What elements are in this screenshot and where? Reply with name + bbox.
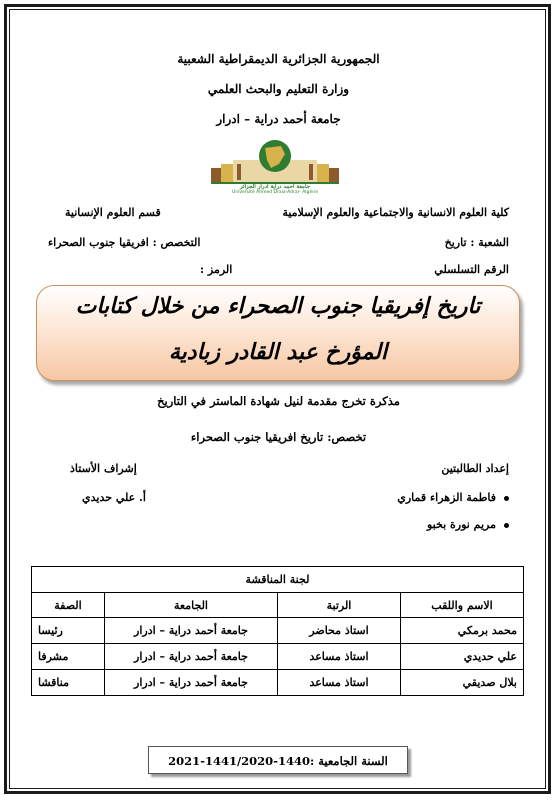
jury-member-rank: استاذ مساعد	[278, 670, 401, 696]
serial-label: الرقم التسلسلي	[434, 263, 509, 276]
jury-member-role: مشرفا	[32, 644, 105, 670]
jury-member-name: بلال صديقي	[401, 670, 524, 696]
table-row	[32, 644, 524, 670]
student-item-2	[427, 518, 509, 531]
department-label: قسم العلوم الإنسانية	[65, 206, 161, 219]
jury-member-university: جامعة أحمد دراية – ادرار	[105, 644, 278, 670]
thesis-title-line1: تاريخ إفريقيا جنوب الصحراء من خلال كتابات	[75, 293, 481, 319]
bullet-icon	[504, 496, 509, 501]
jury-member-rank: استاذ مساعد	[278, 644, 401, 670]
jury-member-university: جامعة أحمد دراية – ادرار	[105, 670, 278, 696]
jury-title-row	[32, 567, 524, 593]
student-name: مريم نورة بخبو	[427, 518, 496, 531]
jury-member-name: علي حديدي	[401, 644, 524, 670]
jury-header-rank: الرتبة	[278, 593, 401, 618]
student-item-1	[397, 491, 509, 504]
supervisor-label: إشراف الأستاذ	[70, 462, 137, 475]
branch-label: الشعبة : تاريخ	[444, 236, 509, 249]
academic-year: السنة الجامعية :1440-1441/2020-2021	[148, 746, 408, 774]
jury-table	[31, 566, 524, 696]
jury-header-row	[32, 593, 524, 618]
jury-header-university: الجامعة	[105, 593, 278, 618]
memo-description: مذكرة تخرج مقدمة لنيل شهادة الماستر في التاريخ	[157, 394, 400, 408]
student-name: فاطمة الزهراء قماري	[397, 491, 496, 504]
university-logo	[205, 138, 345, 194]
supervisor-name: أ. علي حديدي	[82, 491, 146, 504]
ministry-heading: وزارة التعليم والبحث العلمي	[207, 82, 350, 96]
faculty-label: كلية العلوم الانسانية والاجتماعية والعلوم الإسلامية	[282, 206, 509, 219]
jury-member-name: محمد برمكي	[401, 618, 524, 644]
specialty-description: تخصص: تاريخ افريقيا جنوب الصحراء	[190, 430, 367, 444]
logo-latin-name: Université Ahmed Draia-Adrar- Algérie	[231, 190, 319, 195]
jury-member-university: جامعة أحمد دراية – ادرار	[105, 618, 278, 644]
jury-member-role: مناقشا	[32, 670, 105, 696]
jury-member-role: رئيسا	[32, 618, 105, 644]
students-label: إعداد الطالبتين	[441, 462, 509, 475]
university-heading: جامعة أحمد دراية – ادرار	[216, 112, 341, 126]
logo-arabic-name: جامعة احمد دراية ادرار الجزائر	[239, 184, 311, 190]
table-row	[32, 618, 524, 644]
jury-header-role: الصفة	[32, 593, 105, 618]
jury-header-name: الاسم واللقب	[401, 593, 524, 618]
table-row	[32, 670, 524, 696]
jury-title: لجنة المناقشة	[32, 567, 524, 593]
thesis-title-line2: المؤرخ عبد القادر زبادية	[168, 339, 388, 365]
bullet-icon	[504, 523, 509, 528]
specialty-label: التخصص : افريقيا جنوب الصحراء	[48, 236, 201, 249]
jury-member-rank: استاذ محاضر	[278, 618, 401, 644]
code-label: الرمز :	[200, 263, 233, 276]
republic-heading: الجمهورية الجزائرية الديمقراطية الشعبية	[177, 52, 380, 66]
